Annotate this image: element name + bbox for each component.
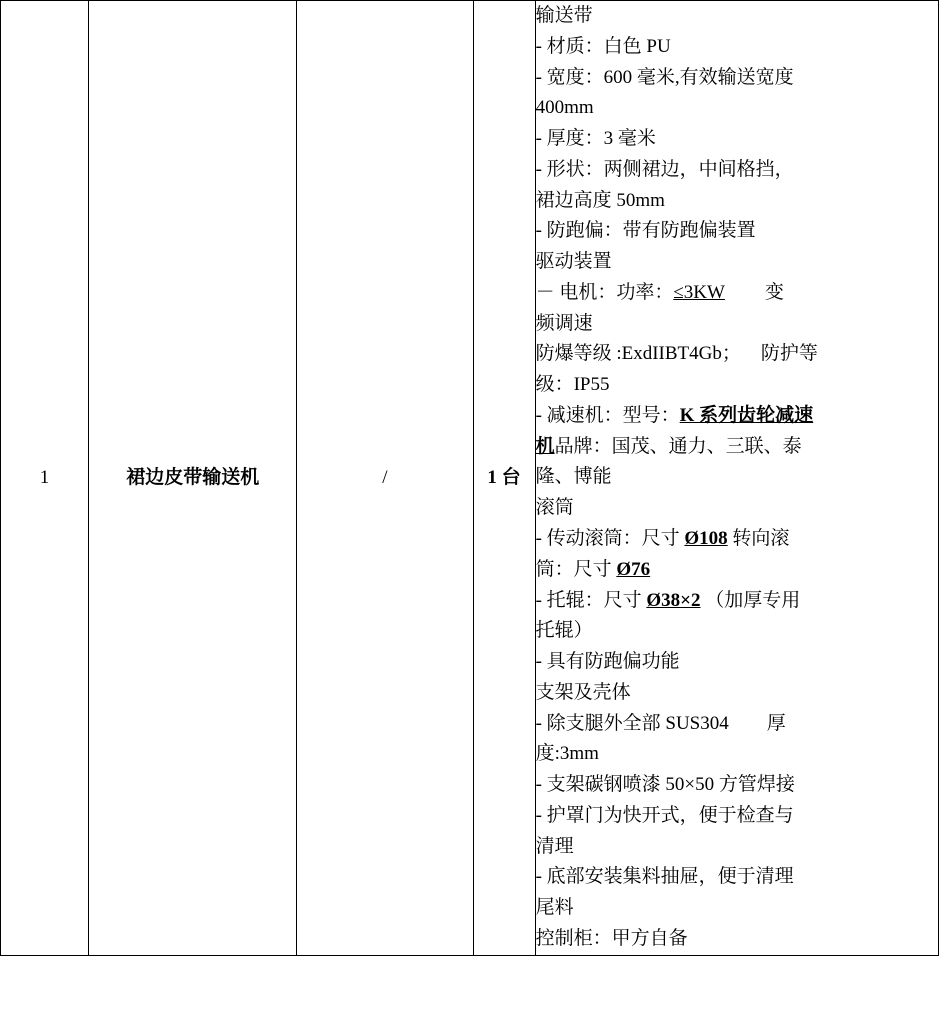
spec-line-turn-roller [536, 555, 938, 586]
spec-line-frame-steel: - 支架碳钢喷漆 50×50 方管焊接 [535, 774, 795, 796]
drive-roller-size: Ø108 [684, 528, 728, 550]
protection-label: 防护等 [760, 343, 818, 365]
spec-line-drive-roller [536, 524, 938, 555]
spec-line-control-cabinet: 控制柜：甲方自备 [535, 927, 688, 949]
spec-line-drive-heading: 驱动装置 [535, 251, 612, 273]
spec-line-frequency-control: 频调速 [535, 312, 593, 334]
spec-line-idler [536, 586, 938, 617]
reducer-model-value-cont: 机 [535, 435, 555, 457]
drive-roller-label: - 传动滚筒：尺寸 [535, 528, 685, 550]
idler-note: （加厚专用 [700, 589, 801, 611]
spec-line-protection-grade: 级：IP55 [535, 374, 610, 396]
spec-line-frame-heading: 支架及壳体 [535, 681, 631, 703]
motor-power-label: － 电机：功率： [535, 281, 674, 303]
reducer-label: - 减速机：型号： [535, 404, 680, 426]
spec-line-idler-cont: 托辊） [535, 620, 593, 642]
motor-power-value: ≤3KW [673, 281, 725, 303]
table-row [1, 1, 939, 956]
spec-line-shape-2: 裙边高度 50mm [535, 189, 665, 211]
spec-line-frame-material [536, 709, 938, 740]
spec-line-collection-drawer-1: - 底部安装集料抽屉，便于清理 [535, 866, 794, 888]
spec-line-width-2: 400mm [535, 97, 594, 119]
cell-specification [535, 1, 938, 956]
turn-roller-size: Ø76 [616, 558, 651, 580]
cell-index: 1 [1, 1, 89, 956]
cell-equipment-name: 裙边皮带输送机 [89, 1, 297, 956]
spec-line-conveyor-belt-heading: 输送带 [535, 5, 593, 26]
cell-brand: / [297, 1, 473, 956]
explosion-proof-label: 防爆等级 :ExdIIBT4Gb； [535, 343, 741, 365]
spec-line-shape-1: - 形状：两侧裙边，中间格挡， [535, 158, 794, 180]
turn-roller-size-label: 筒：尺寸 [535, 558, 617, 580]
spec-line-cover-door-2: 清理 [535, 835, 574, 857]
motor-power-suffix: 变 [764, 281, 784, 303]
spec-line-thickness: - 厚度：3 毫米 [535, 128, 656, 150]
reducer-model-value: K 系列齿轮减速 [679, 404, 814, 426]
frame-thickness-label: 厚 [766, 712, 786, 734]
spec-line-explosion-proof [536, 339, 938, 370]
spec-line-anti-deviation: - 防跑偏：带有防跑偏装置 [535, 220, 756, 242]
spec-line-reducer-model [536, 401, 938, 432]
spec-line-material: - 材质：白色 PU [535, 35, 671, 57]
specification-text [536, 1, 938, 955]
idler-size: Ø38×2 [646, 589, 701, 611]
spec-line-roller-heading: 滚筒 [535, 497, 574, 519]
spec-line-frame-thickness: 度:3mm [535, 743, 599, 765]
idler-label: - 托辊：尺寸 [535, 589, 647, 611]
spec-line-reducer-brands-cont: 隆、博能 [535, 466, 612, 488]
cell-quantity: 1 台 [473, 1, 535, 956]
frame-material-label: - 除支腿外全部 SUS304 [535, 712, 729, 734]
spec-line-collection-drawer-2: 尾料 [535, 897, 574, 919]
spec-line-anti-deviation-function: - 具有防跑偏功能 [535, 651, 680, 673]
spec-line-cover-door-1: - 护罩门为快开式，便于检查与 [535, 804, 794, 826]
spec-line-width-1: - 宽度：600 毫米,有效输送宽度 [535, 66, 794, 88]
spec-line-motor-power [536, 278, 938, 309]
reducer-brands-text: 品牌：国茂、通力、三联、泰 [554, 435, 802, 457]
turn-roller-label: 转向滚 [727, 528, 790, 550]
spec-line-reducer-brands [536, 432, 938, 463]
